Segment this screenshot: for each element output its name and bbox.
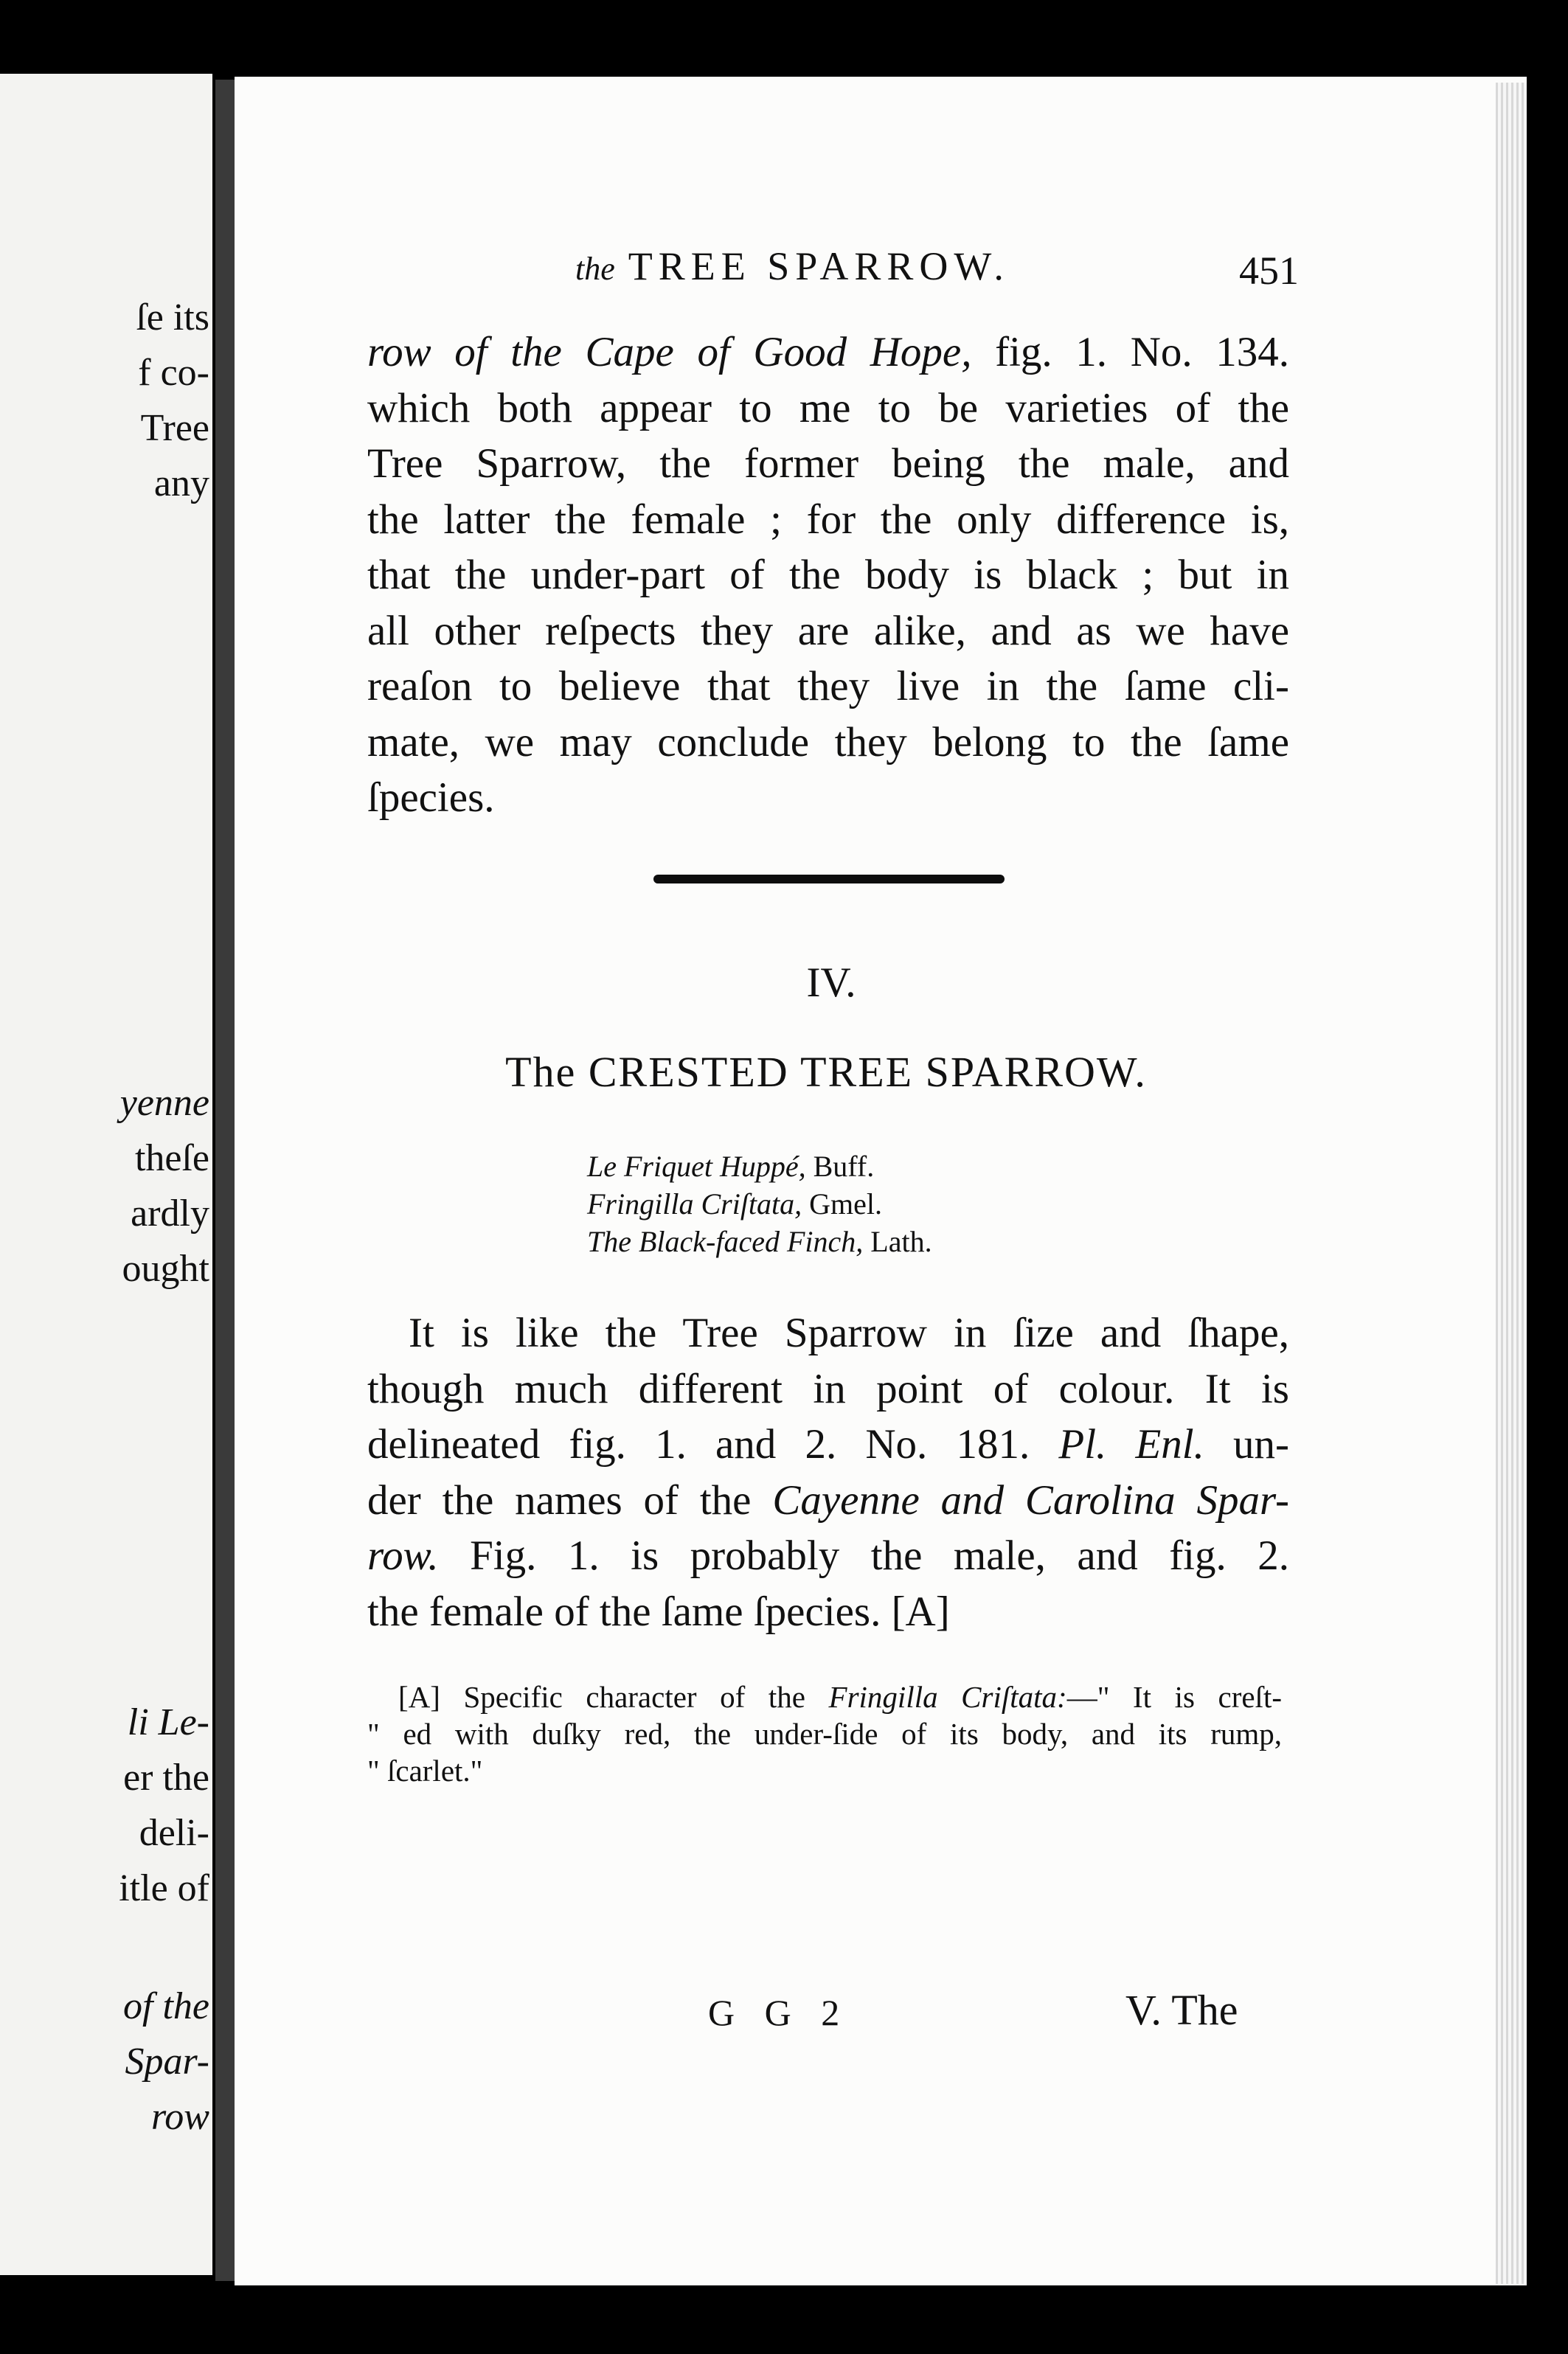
text-line [367,324,1289,381]
footnote-line [367,1678,1282,1715]
synonym-name: Fringilla Criſtata, [587,1187,802,1221]
text: [A] Specific character of the [398,1680,805,1714]
footnote-line: " ſcarlet." [367,1754,483,1788]
left-fragment: theſe [134,1137,209,1179]
text: der the names of the [367,1476,752,1524]
italic-text: row. [367,1532,439,1579]
italic-text: Cayenne and Carolina Spar- [772,1476,1290,1524]
left-fragment: row [151,2096,209,2138]
left-fragment: deli- [139,1812,209,1854]
text-line: though much different in point of colour. It is [367,1365,1289,1412]
running-head-prefix: the [575,251,615,287]
left-fragment: ſe its [136,296,209,338]
left-fragment: f co- [138,352,209,394]
footnote [367,1678,1282,1789]
section-number: IV. [806,959,856,1006]
text: un- [1233,1421,1290,1468]
book-spine [215,80,235,2281]
footnote-line: " ed with duſky red, the under-ſide of its body, and its rump, [367,1717,1282,1751]
text-line: It is like the Tree Sparrow in ſize and ſhape, [409,1310,1289,1356]
running-head-title: TREE SPARROW. [628,244,1010,288]
text-line: the female of the ſame ſpecies. [A] [367,1588,950,1635]
synonym-list [587,1148,932,1260]
description-paragraph [367,1305,1289,1639]
catchword: V. The [1125,1986,1238,2034]
text: delineated fig. 1. and 2. No. 181. [367,1421,1030,1468]
left-fragment: Tree [140,407,209,449]
text: fig. 1. No. 134. [971,329,1290,375]
text-line: Tree Sparrow, the former being the male, and [367,440,1289,487]
text-line [367,1417,1289,1473]
left-fragment: yenne [119,1082,209,1124]
left-fragment: ought [122,1248,209,1290]
facing-page [0,74,212,2275]
text-line [367,1473,1289,1529]
italic-text: row of the Cape of Good Hope, [367,329,972,375]
synonym-authority: Lath. [870,1225,932,1258]
italic-text: Fringilla Criſtata: [828,1680,1067,1714]
left-fragment: ardly [131,1192,209,1235]
synonym [587,1185,932,1223]
text-line: mate, we may conclude they belong to the ſame [367,718,1289,765]
paragraph-continued [367,324,1289,826]
page-edges [1496,83,1527,2284]
text-line: all other reſpects they are alike, and as we have [367,607,1289,654]
synonym-name: Le Friquet Huppé, [587,1150,806,1183]
left-fragment: of the [123,1985,209,2027]
left-fragment: any [153,462,209,504]
synonym [587,1223,932,1260]
italic-text: Pl. Enl. [1058,1421,1204,1468]
text-line: ſpecies. [367,774,495,821]
left-fragment: Spar- [125,2041,209,2083]
page-number: 451 [1239,249,1299,293]
text: Fig. 1. is probably the male, and fig. 2. [470,1532,1290,1579]
section-divider [653,875,1005,883]
synonym [587,1148,932,1185]
section-title: The CRESTED TREE SPARROW. [505,1048,1147,1096]
signature-mark: G G 2 [708,1992,850,2033]
running-head [575,243,1298,302]
left-fragment: li Le- [127,1701,209,1743]
synonym-authority: Gmel. [809,1187,883,1221]
synonym-authority: Buff. [813,1150,875,1183]
text-line: that the under-part of the body is black ; but in [367,552,1289,598]
left-fragment: itle of [119,1867,209,1909]
text: —" It is creſt- [1066,1680,1282,1714]
text-line: the latter the female ; for the only difference is, [367,496,1289,543]
text-line [367,1528,1289,1584]
left-fragment: er the [123,1757,209,1799]
text-line: reaſon to believe that they live in the ſame cli- [367,663,1289,709]
text-line: which both appear to me to be varieties of the [367,384,1289,431]
synonym-name: The Black-faced Finch, [587,1225,864,1258]
